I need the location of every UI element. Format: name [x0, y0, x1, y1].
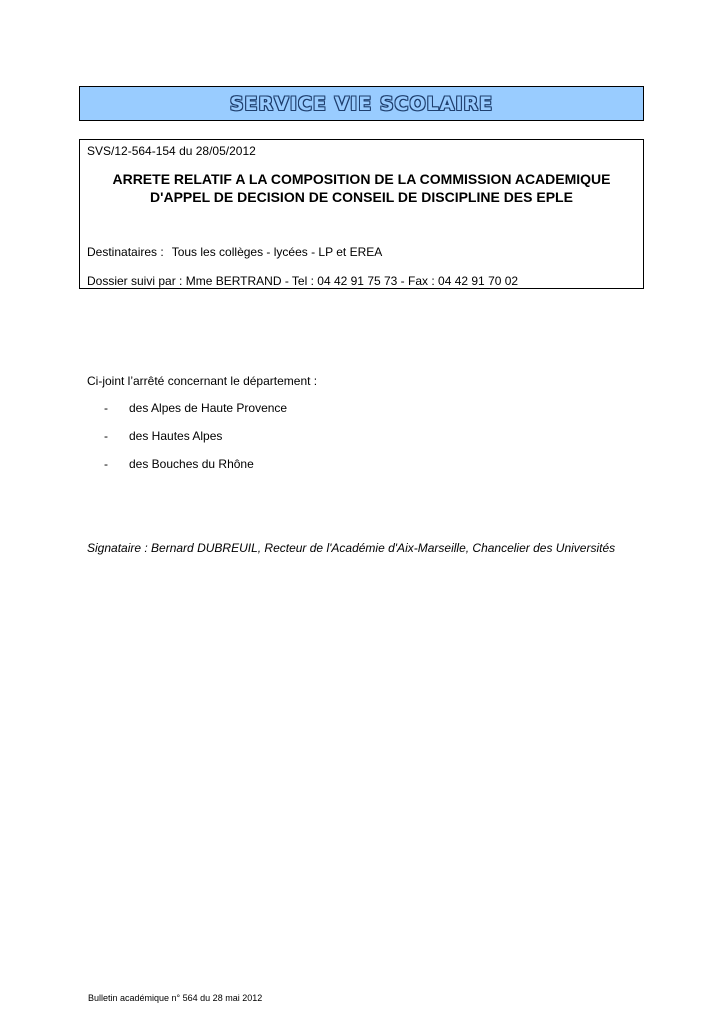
document-title [80, 170, 643, 206]
list-dash: - [104, 429, 108, 443]
signatory: Signataire : Bernard DUBREUIL, Recteur de l'Académie d'Aix-Marseille, Chancelier des Universités [87, 541, 616, 555]
department-name: des Hautes Alpes [129, 429, 223, 443]
recipients [87, 245, 382, 259]
list-item [104, 401, 287, 429]
list-item [104, 457, 287, 485]
recipients-value: Tous les collèges - lycées - LP et EREA [171, 245, 383, 259]
list-dash: - [104, 401, 108, 415]
followed-by-contact: Dossier suivi par : Mme BERTRAND - Tel : 04 42 91 75 73 - Fax : 04 42 91 70 02 [87, 274, 519, 288]
list-dash: - [104, 457, 108, 471]
header-info-box [79, 139, 644, 289]
department-list [104, 401, 287, 485]
intro-text: Ci-joint l’arrêté concernant le département : [87, 374, 318, 388]
title-line-1: ARRETE RELATIF A LA COMPOSITION DE LA COMMISSION ACADEMIQUE [112, 171, 611, 187]
service-banner [79, 86, 644, 121]
department-name: des Bouches du Rhône [129, 457, 254, 471]
banner-title: SERVICE VIE SCOLAIRE [229, 92, 494, 115]
title-line-2: D'APPEL DE DECISION DE CONSEIL DE DISCIPLINE DES EPLE [150, 189, 573, 205]
page-footer: Bulletin académique n° 564 du 28 mai 2012 [88, 993, 263, 1003]
recipients-label: Destinataires : [87, 245, 164, 259]
list-item [104, 429, 287, 457]
department-name: des Alpes de Haute Provence [129, 401, 288, 415]
reference-number: SVS/12-564-154 du 28/05/2012 [87, 144, 256, 158]
